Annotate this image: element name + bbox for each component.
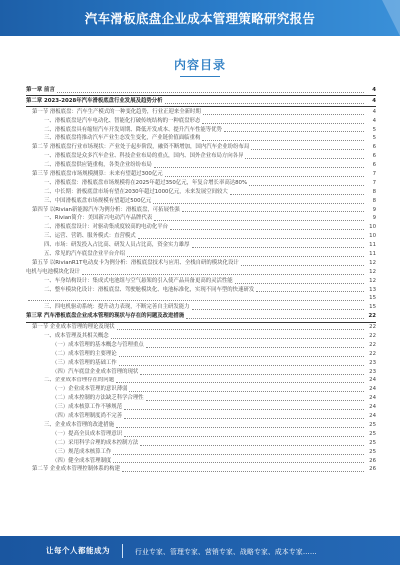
toc-entry-leader-dots xyxy=(165,176,364,177)
toc-entry-leader-dots xyxy=(124,436,364,437)
toc-entry-label: 第五节 以RivianR1T电动皮卡为例分析：滑板底盘技术与应用、全栈自研的模块化设计 xyxy=(32,259,239,266)
toc-entry-label: 第一节 企业成本管理的理论及现状 xyxy=(32,324,115,331)
toc-entry-leader-dots xyxy=(146,347,364,348)
toc-entry-label: 第一章 前言 xyxy=(26,86,55,93)
toc-entry-page-number: 10 xyxy=(369,224,376,231)
toc-entry-page-number: 25 xyxy=(369,439,376,446)
toc-entry[interactable] xyxy=(26,241,376,250)
toc-entry-page-number: 22 xyxy=(369,324,376,331)
toc-entry[interactable] xyxy=(26,86,376,95)
toc-entry[interactable] xyxy=(26,448,376,457)
toc-entry-label: （一）提高全员成本管理意识 xyxy=(52,430,123,437)
toc-entry-leader-dots xyxy=(202,140,364,141)
toc-entry-leader-dots xyxy=(140,374,364,375)
toc-entry-page-number: 4 xyxy=(372,86,376,93)
toc-entry-label: 二、滑板底盘供应链重构，各类企业纷纷布局 xyxy=(44,162,152,169)
toc-entry-leader-dots xyxy=(119,365,364,366)
toc-entry[interactable] xyxy=(26,259,376,268)
report-header-bar xyxy=(0,0,400,36)
toc-entry[interactable] xyxy=(26,350,376,359)
toc-entry-leader-dots xyxy=(129,391,364,392)
toc-entry-page-number: 24 xyxy=(369,386,376,393)
toc-entry[interactable] xyxy=(26,214,376,223)
toc-entry[interactable] xyxy=(26,303,376,312)
toc-entry[interactable] xyxy=(26,412,376,421)
toc-entry-page-number: 22 xyxy=(369,333,376,340)
toc-entry-label: 三、中国滑板底盘市场规模有望超过500亿元 xyxy=(44,197,152,204)
toc-entry-label: （二）成本控制的方法缺乏科学合理性 xyxy=(52,395,144,402)
toc-entry-label: 第一节 滑板底盘：汽车生产模式的一种变化趋势，行业正迎来全新时期 xyxy=(32,108,201,115)
table-of-contents xyxy=(26,86,376,516)
toc-entry-page-number: 25 xyxy=(369,430,376,437)
toc-entry-page-number: 6 xyxy=(372,144,376,151)
toc-entry-leader-dots xyxy=(182,211,364,212)
toc-entry-label: 二、中长期：滑板底盘市场有望在2030年超过1000亿元，未来发展空间较大 xyxy=(44,188,228,195)
toc-entry[interactable] xyxy=(26,286,376,295)
toc-entry-leader-dots xyxy=(186,318,364,319)
toc-entry-page-number: 12 xyxy=(369,277,376,284)
toc-entry-leader-dots xyxy=(138,238,364,239)
toc-entry-label: （二）采用科学合理的成本控制方法 xyxy=(52,439,139,446)
toc-heading-underline xyxy=(180,76,220,77)
toc-entry-page-number: 26 xyxy=(369,466,376,473)
toc-entry-leader-dots xyxy=(251,149,364,150)
toc-entry-label: 三、企业成本管理的改进措施 xyxy=(44,421,115,428)
footer-bar xyxy=(0,536,400,565)
toc-entry-label: （三）成本核算工作不够规范 xyxy=(52,404,123,411)
toc-entry-leader-dots xyxy=(202,123,364,124)
toc-entry-label: 一、车身结构设计：集成式电池组与空气悬架的引入使产品具备更高的灵活性能 xyxy=(44,277,233,284)
toc-entry-leader-dots xyxy=(230,194,364,195)
toc-entry-page-number: 9 xyxy=(372,215,376,222)
toc-entry[interactable] xyxy=(26,332,376,341)
toc-entry[interactable] xyxy=(26,97,376,106)
toc-entry[interactable] xyxy=(26,368,376,377)
toc-entry-page-number: 23 xyxy=(369,359,376,366)
toc-entry-label: （四）健全成本管理制度 xyxy=(52,457,112,464)
toc-entry-page-number: 8 xyxy=(372,197,376,204)
toc-entry-leader-dots xyxy=(165,103,364,104)
toc-entry-leader-dots xyxy=(256,291,364,292)
toc-entry-label: （四）汽车底盘企业成本管理的现状 xyxy=(52,368,139,375)
toc-entry-leader-dots xyxy=(82,274,364,275)
toc-entry-leader-dots xyxy=(192,309,364,310)
toc-entry-page-number: 24 xyxy=(369,395,376,402)
toc-entry-leader-dots xyxy=(113,462,364,463)
toc-entry-leader-dots xyxy=(146,400,364,401)
toc-entry-page-number: 6 xyxy=(372,162,376,169)
toc-entry[interactable] xyxy=(26,457,376,466)
toc-entry-page-number: 9 xyxy=(372,206,376,213)
toc-entry[interactable] xyxy=(26,179,376,188)
toc-entry-page-number: 4 xyxy=(372,108,376,115)
toc-entry[interactable] xyxy=(26,421,376,430)
toc-entry-label: 二、企业成本管理存在的问题 xyxy=(44,377,115,384)
toc-entry-page-number: 22 xyxy=(368,313,376,320)
toc-entry-page-number: 23 xyxy=(369,368,376,375)
toc-entry-label: （三）成本管理的基础工作 xyxy=(52,359,117,366)
toc-entry-page-number: 11 xyxy=(369,242,376,249)
toc-entry-label: 四、市场：研发投入占比高、研发人员占比高，资金实力雄厚 xyxy=(44,242,190,249)
toc-entry-label: 三、滑板底盘将推动汽车产业生态发生变化，产业链价值面临重构 xyxy=(44,135,201,142)
toc-entry-leader-dots xyxy=(124,418,364,419)
toc-entry-label: 一、成本管理及其相关概念 xyxy=(44,333,109,340)
toc-entry-leader-dots xyxy=(116,382,364,383)
toc-entry[interactable] xyxy=(26,170,376,179)
toc-entry[interactable] xyxy=(26,250,376,259)
toc-entry-label: 三、运营、营销、服务模式：直营模式 xyxy=(44,233,136,240)
toc-entry-page-number: 25 xyxy=(369,448,376,455)
toc-entry-label: 第三章 汽车滑板底盘企业成本管理的现状与存在的问题及改进措施 xyxy=(26,313,185,320)
toc-entry-leader-dots xyxy=(192,247,364,248)
toc-entry-leader-dots xyxy=(117,329,364,330)
toc-entry-leader-dots xyxy=(127,256,364,257)
toc-entry-leader-dots xyxy=(224,131,364,132)
toc-entry-label: 第二章 2023-2028年汽车滑板底盘行业发展及趋势分析 xyxy=(26,97,163,104)
toc-entry-page-number: 7 xyxy=(372,179,376,186)
toc-entry-label: 二、滑板底盘设计：对驱动集成度较高的电动化平台 xyxy=(44,224,168,231)
toc-entry-leader-dots xyxy=(116,427,364,428)
toc-entry-page-number: 10 xyxy=(369,233,376,240)
toc-entry-page-number: 5 xyxy=(372,135,376,142)
toc-entry-leader-dots xyxy=(170,229,364,230)
toc-entry-leader-dots xyxy=(249,185,364,186)
toc-entry[interactable] xyxy=(26,126,376,135)
toc-entry[interactable] xyxy=(26,277,376,286)
toc-entry[interactable] xyxy=(26,197,376,206)
toc-entry-label: （一）成本管理的基本概念与管理重点 xyxy=(52,341,144,348)
toc-entry[interactable] xyxy=(26,385,376,394)
toc-entry[interactable] xyxy=(26,188,376,197)
toc-entry-label: 第四节 以Rivian新能源汽车为例分析：滑板底盘，可拓展性强 xyxy=(32,206,180,213)
toc-entry-page-number: 5 xyxy=(372,126,376,133)
toc-entry-label: 一、滑板底盘是汽车电动化、智能化打破传统结构的一种底盘形态 xyxy=(44,117,201,124)
toc-entry-page-number: 24 xyxy=(369,377,376,384)
toc-entry-label: 一、滑板底盘：滑板底盘市场规模将在2025年超过350亿元，年复合增长率高达80% xyxy=(44,179,248,186)
toc-entry-label: （四）成本管理制度尚不完善 xyxy=(52,413,123,420)
toc-entry[interactable] xyxy=(26,359,376,368)
toc-entry-page-number: 24 xyxy=(369,404,376,411)
toc-entry-leader-dots xyxy=(122,471,364,472)
toc-entry-page-number: 4 xyxy=(372,97,376,104)
toc-entry-leader-dots xyxy=(111,338,364,339)
toc-entry[interactable] xyxy=(26,161,376,170)
header-corner-decoration xyxy=(382,0,400,36)
toc-entry-page-number: 22 xyxy=(369,341,376,348)
toc-entry-page-number: 8 xyxy=(372,188,376,195)
toc-entry[interactable] xyxy=(26,117,376,126)
toc-entry-page-number: 7 xyxy=(372,171,376,177)
toc-entry-label: 第二节 滑板底盘行业市场现状：产业处于起步阶段，融资不断增加，国内汽车企业纷纷布局 xyxy=(32,144,250,151)
toc-entry-page-number: 4 xyxy=(372,117,376,124)
toc-entry[interactable] xyxy=(26,143,376,152)
toc-entry-label: （二）成本管理的主要理论 xyxy=(52,350,117,357)
toc-entry[interactable] xyxy=(26,152,376,161)
toc-entry-page-number: 24 xyxy=(369,413,376,420)
toc-entry-page-number: 12 xyxy=(369,268,376,275)
toc-entry[interactable] xyxy=(26,134,376,143)
toc-entry-leader-dots xyxy=(154,220,364,221)
toc-entry[interactable] xyxy=(26,341,376,350)
toc-entry-label: 一、Rivian简介：美国新兴电动汽车品牌代表 xyxy=(44,215,153,222)
toc-entry-label: 第三节 滑板底盘市场规模测算：未来有望超过300亿元 xyxy=(32,171,163,177)
toc-entry[interactable] xyxy=(26,465,376,474)
toc-entry-label: 二、整车模块化设计：滑板底盘、驾驶舱模块化、电池标准化，实现不同车型的快速研发 xyxy=(44,286,255,293)
toc-entry[interactable] xyxy=(26,268,376,277)
toc-entry[interactable] xyxy=(26,206,376,215)
toc-entry[interactable] xyxy=(26,394,376,403)
toc-entry[interactable] xyxy=(26,323,376,332)
toc-entry-page-number: 15 xyxy=(369,304,376,311)
toc-entry-label: （一）企业成本管理的意识薄弱 xyxy=(52,386,128,393)
toc-entry-page-number: 25 xyxy=(369,421,376,428)
report-title: 汽车滑板底盘企业成本管理策略研究报告 xyxy=(84,11,316,26)
toc-entry-label: （三）规范成本核算工作 xyxy=(52,448,112,455)
toc-entry-label: 第二节 企业成本管理控制体系的构建 xyxy=(32,466,120,473)
toc-entry-leader-dots xyxy=(153,203,364,204)
toc-entry-leader-dots xyxy=(113,454,364,455)
toc-entry-leader-dots xyxy=(119,356,364,357)
toc-entry[interactable] xyxy=(26,312,376,321)
toc-entry-leader-dots xyxy=(28,300,364,301)
toc-entry-leader-dots xyxy=(203,114,364,115)
toc-entry-page-number: 13 xyxy=(369,286,376,293)
toc-entry-page-number: 26 xyxy=(369,457,376,464)
toc-entry-page-number: 11 xyxy=(369,251,376,258)
toc-entry-page-number: 12 xyxy=(369,259,376,266)
footer-divider xyxy=(122,544,123,558)
toc-entry-label: 三、四电机驱动系统：提升动力表现，不断完善自主研发能力 xyxy=(44,304,190,311)
toc-entry[interactable] xyxy=(26,377,376,386)
toc-entry-label: 二、滑板底盘具有缩短汽车开发周期、降低开发成本、提升汽车性能等优势 xyxy=(44,126,222,133)
footer-slogan: 让每个人都能成为 xyxy=(46,546,110,555)
toc-entry-leader-dots xyxy=(57,92,364,93)
toc-entry[interactable] xyxy=(26,439,376,448)
toc-entry-leader-dots xyxy=(235,283,364,284)
toc-entry-page-number: 6 xyxy=(372,153,376,160)
toc-entry[interactable] xyxy=(26,232,376,241)
toc-entry-leader-dots xyxy=(140,445,364,446)
toc-entry[interactable] xyxy=(26,430,376,439)
toc-entry-leader-dots xyxy=(241,265,364,266)
toc-entry-label: 电机与电池模块化设计 xyxy=(26,268,80,275)
toc-entry[interactable] xyxy=(26,108,376,117)
toc-entry-label: 五、常见的汽车底盘企业平台介绍 xyxy=(44,251,125,258)
toc-entry-label: 一、滑板底盘是众多汽车企业、科技企业布局的重点，国内、国外企业布局方向各异 xyxy=(44,153,244,160)
footer-expert-list: 行业专家、管理专家、营销专家、战略专家、成本专家…… xyxy=(135,547,317,556)
toc-heading: 内容目录 xyxy=(173,58,226,72)
toc-entry-leader-dots xyxy=(154,167,364,168)
toc-entry-leader-dots xyxy=(124,409,364,410)
toc-entry-leader-dots xyxy=(245,158,364,159)
toc-entry-page-number: 22 xyxy=(369,350,376,357)
toc-entry-page-number: 15 xyxy=(369,295,376,302)
toc-entry[interactable] xyxy=(26,294,376,303)
toc-entry[interactable] xyxy=(26,403,376,412)
toc-entry[interactable] xyxy=(26,223,376,232)
